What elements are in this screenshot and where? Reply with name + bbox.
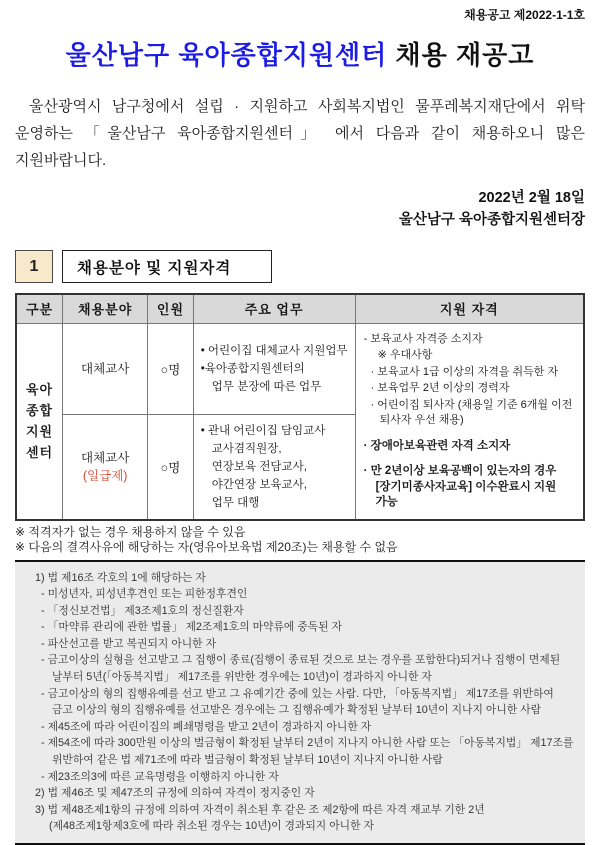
disqualification-item: - 제23조의3에 따른 교육명령을 이행하지 아니한 자 — [35, 769, 577, 786]
disqualification-item: - 파산선고를 받고 복권되지 아니한 자 — [35, 636, 577, 653]
disqualification-panel — [15, 560, 585, 845]
preferred-item: · 어린이집 퇴사자 (채용일 기준 6개월 이전 퇴사자 우선 채용) — [364, 398, 578, 429]
recruitment-table — [15, 293, 585, 521]
duty-line: 업무 대행 — [201, 494, 351, 512]
field-cell-row1: 대체교사 — [63, 323, 148, 414]
category-line: 센터 — [17, 442, 62, 463]
footnote-line: ※ 다음의 결격사유에 해당하는 자(영유아보육법 제20조)는 채용할 수 없음 — [15, 540, 585, 555]
col-header-field: 채용분야 — [63, 294, 148, 323]
disqualification-item: - 미성년자, 피성년후견인 또는 피한정후견인 — [35, 586, 577, 603]
duty-line: 교사겸직원장, — [201, 440, 351, 458]
category-cell — [16, 323, 63, 520]
col-header-count: 인원 — [148, 294, 193, 323]
section-1-header — [15, 250, 585, 283]
duty-line: • 어린이집 대체교사 지원업무 — [201, 342, 351, 360]
duty-line: 야간연장 보육교사, — [201, 476, 351, 494]
disqualification-item: 3) 법 제48조제1항의 규정에 의하여 자격이 취소된 후 같은 조 제2항에 따른 자격 재교부 기한 2년(제48조제1항제3호에 따라 취소된 경우는 10년)이 경과되지 아니한 자 — [35, 802, 577, 835]
footnote-line: ※ 적격자가 없는 경우 채용하지 않을 수 있음 — [15, 525, 585, 540]
page-title-suffix: 채용 재공고 — [387, 40, 534, 70]
category-line: 지원 — [17, 421, 62, 442]
disqualification-item: - 금고이상의 실형을 선고받고 그 집행이 종료(집행이 종료된 것으로 보는 경우를 포함한다)되거나 집행이 면제된 날부터 5년(「아동복지법」 제17조를 위반한 경우에는 10년)이 경과하지 아니한 자 — [35, 652, 577, 685]
disqualification-item: 1) 법 제16조 각호의 1에 해당하는 자 — [35, 570, 577, 587]
duties-cell-row1 — [193, 323, 355, 414]
disqualification-item: - 제54조에 따라 300만원 이상의 벌금형이 확정된 날부터 2년이 지나지 아니한 사람 또는 「아동복지법」 제17조를 위반하여 같은 법 제71조에 따라 벌금형이 확정된 날부터 10년이 지나지 아니한 사람 — [35, 735, 577, 768]
duty-line: 업무 분장에 따른 업무 — [201, 378, 351, 396]
col-header-category: 구분 — [16, 294, 63, 323]
count-cell-row2: ○명 — [148, 414, 193, 519]
qualification-main: - 보육교사 자격증 소지자 — [364, 332, 578, 348]
field-daily-rate-note: (일급제) — [63, 467, 147, 485]
intro-paragraph: 울산광역시 남구청에서 설립 · 지원하고 사회복지법인 물푸레복지재단에서 위탁 운영하는 「울산남구 육아종합지원센터」 에서 다음과 같이 채용하오니 많은 지원바랍니다. — [15, 93, 585, 174]
dateline — [15, 187, 585, 231]
notice-number: 채용공고 제2022-1-1호 — [15, 0, 585, 23]
disqualification-item: - 제45조에 따라 어린이집의 폐쇄명령을 받고 2년이 경과하지 아니한 자 — [35, 719, 577, 736]
page-title — [15, 35, 585, 72]
disqualification-item: - 금고이상의 형의 집행유예를 선고 받고 그 유예기간 중에 있는 사람. 다만, 「아동복지법」 제17조를 위반하여 금고 이상의 형의 집행유예를 선고받은 경우에는 그 집행유예가 확정된 날부터 10년이 지나지 아니한 사람 — [35, 686, 577, 719]
disqualification-item: - 「마약류 관리에 관한 법률」 제2조제1호의 마약류에 중독된 자 — [35, 619, 577, 636]
issuer-name: 울산남구 육아종합지원센터장 — [15, 209, 585, 231]
section-number-badge: 1 — [15, 250, 53, 283]
field-name: 대체교사 — [63, 449, 147, 467]
duty-line: • 관내 어린이집 담임교사 — [201, 422, 351, 440]
category-line: 종합 — [17, 400, 62, 421]
col-header-duties: 주요 업무 — [193, 294, 355, 323]
duties-cell-row2 — [193, 414, 355, 519]
section-title: 채용분야 및 지원자격 — [62, 250, 272, 283]
qualification-emphasis: · 장애아보육관련 자격 소지자 — [364, 439, 578, 455]
category-line: 육아 — [17, 379, 62, 400]
qualifications-cell — [355, 323, 584, 520]
field-cell-row2 — [63, 414, 148, 519]
disqualification-item: 2) 법 제46조 및 제47조의 규정에 의하여 자격이 정지중인 자 — [35, 785, 577, 802]
duty-line: 연장보육 전담교사, — [201, 458, 351, 476]
qualification-emphasis: · 만 2년이상 보육공백이 있는자의 경우 [장기미종사자교육] 이수완료시 지원 가능 — [364, 464, 578, 511]
duty-line: •육아종합지원센터의 — [201, 360, 351, 378]
issue-date: 2022년 2월 18일 — [15, 187, 585, 209]
page-title-org: 울산남구 육아종합지원센터 — [66, 40, 388, 70]
table-header-row — [16, 294, 584, 323]
preferred-item: · 보육교사 1급 이상의 자격을 취득한 자 — [364, 365, 578, 381]
count-cell-row1: ○명 — [148, 323, 193, 414]
disqualification-item: - 「정신보건법」 제3조제1호의 정신질환자 — [35, 603, 577, 620]
preferred-item: · 보육업무 2년 이상의 경력자 — [364, 381, 578, 397]
col-header-qualifications: 지원 자격 — [355, 294, 584, 323]
footnotes — [15, 525, 585, 555]
table-row — [16, 323, 584, 414]
preferred-label: ※ 우대사항 — [364, 348, 578, 364]
